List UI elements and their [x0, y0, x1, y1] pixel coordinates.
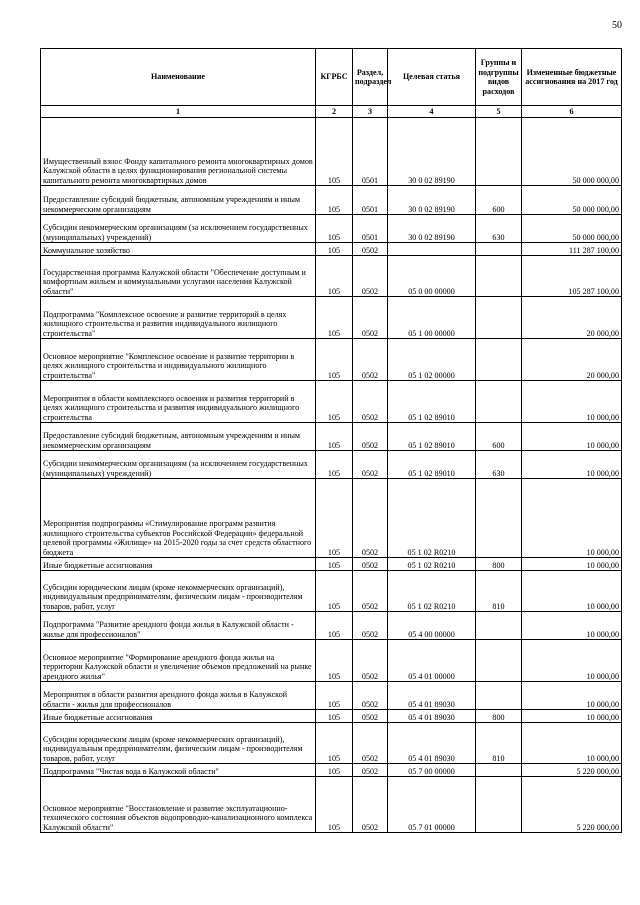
row-section: 0502 — [353, 571, 388, 612]
row-section: 0502 — [353, 423, 388, 451]
row-section: 0501 — [353, 118, 388, 186]
column-header-amount: Измененные бюджетные ассигнования на 2017 год — [522, 49, 622, 106]
row-target: 05 4 01 89030 — [388, 710, 476, 723]
row-name: Подпрограмма "Комплексное освоение и развитие территорий в целях жилищного строительства и развития индивидуального жилищного строительства" — [41, 297, 316, 339]
row-target: 05 1 02 R0210 — [388, 558, 476, 571]
row-target: 05 1 02 89010 — [388, 381, 476, 423]
row-target: 05 1 02 89010 — [388, 451, 476, 479]
row-kgrbs: 105 — [316, 723, 353, 764]
row-section: 0502 — [353, 558, 388, 571]
row-group: 800 — [476, 558, 522, 571]
row-target: 05 4 01 00000 — [388, 640, 476, 682]
row-group — [476, 640, 522, 682]
row-amount: 10 000,00 — [522, 640, 622, 682]
row-group — [476, 682, 522, 710]
table-row — [41, 339, 622, 381]
row-name: Субсидии юридическим лицам (кроме некоммерческих организаций), индивидуальным предпринимателям, физическим лицам - производителям товаров, работ, услуг — [41, 571, 316, 612]
column-header-name: Наименование — [41, 49, 316, 106]
table-row — [41, 558, 622, 571]
table-row — [41, 479, 622, 558]
row-amount: 10 000,00 — [522, 423, 622, 451]
table-row — [41, 297, 622, 339]
row-amount: 10 000,00 — [522, 558, 622, 571]
row-group — [476, 256, 522, 297]
row-group — [476, 118, 522, 186]
row-section: 0502 — [353, 764, 388, 777]
row-kgrbs: 105 — [316, 423, 353, 451]
row-target: 05 4 01 89030 — [388, 723, 476, 764]
column-number: 5 — [476, 106, 522, 118]
row-kgrbs: 105 — [316, 558, 353, 571]
row-name: Предоставление субсидий бюджетным, автономным учреждениям и иным некоммерческим организациям — [41, 423, 316, 451]
row-group: 800 — [476, 710, 522, 723]
row-target: 05 4 00 00000 — [388, 612, 476, 640]
row-target: 05 1 02 R0210 — [388, 571, 476, 612]
row-group: 630 — [476, 451, 522, 479]
row-name: Подпрограмма "Развитие арендного фонда жилья в Калужской области - жилье для профессионалов" — [41, 612, 316, 640]
row-name: Предоставление субсидий бюджетным, автономным учреждениям и иным некоммерческим организациям — [41, 186, 316, 215]
row-section: 0502 — [353, 243, 388, 256]
row-amount: 50 000 000,00 — [522, 118, 622, 186]
row-group: 810 — [476, 723, 522, 764]
row-group — [476, 612, 522, 640]
row-amount: 50 000 000,00 — [522, 186, 622, 215]
row-group — [476, 479, 522, 558]
column-number: 1 — [41, 106, 316, 118]
row-kgrbs: 105 — [316, 256, 353, 297]
row-kgrbs: 105 — [316, 297, 353, 339]
row-kgrbs: 105 — [316, 215, 353, 243]
row-kgrbs: 105 — [316, 764, 353, 777]
row-kgrbs: 105 — [316, 710, 353, 723]
table-row — [41, 710, 622, 723]
row-amount: 10 000,00 — [522, 612, 622, 640]
row-amount: 50 000 000,00 — [522, 215, 622, 243]
row-section: 0502 — [353, 723, 388, 764]
row-target: 05 7 00 00000 — [388, 764, 476, 777]
column-header-target: Целевая статья — [388, 49, 476, 106]
row-group — [476, 381, 522, 423]
row-name: Основное мероприятие "Комплексное освоение и развитие территории в целях жилищного строительства и индивидуального жилищного строительства" — [41, 339, 316, 381]
row-kgrbs: 105 — [316, 118, 353, 186]
column-header-group: Группы и подгруппы видов расходов — [476, 49, 522, 106]
row-amount: 10 000,00 — [522, 710, 622, 723]
row-target: 30 0 02 89190 — [388, 186, 476, 215]
table-row — [41, 764, 622, 777]
row-amount: 10 000,00 — [522, 451, 622, 479]
row-name: Иные бюджетные ассигнования — [41, 558, 316, 571]
row-kgrbs: 105 — [316, 612, 353, 640]
budget-table — [40, 48, 622, 833]
row-target: 05 1 02 00000 — [388, 339, 476, 381]
row-amount: 105 287 100,00 — [522, 256, 622, 297]
row-section: 0502 — [353, 451, 388, 479]
row-name: Мероприятия в области комплексного освоения и развития территорий в целях жилищного строительства и развития индивидуального жилищного строительства — [41, 381, 316, 423]
column-number: 6 — [522, 106, 622, 118]
row-section: 0502 — [353, 612, 388, 640]
row-target: 30 0 02 89190 — [388, 118, 476, 186]
row-kgrbs: 105 — [316, 777, 353, 833]
table-row — [41, 256, 622, 297]
row-section: 0501 — [353, 186, 388, 215]
row-group: 630 — [476, 215, 522, 243]
row-target: 05 4 01 89030 — [388, 682, 476, 710]
row-amount: 10 000,00 — [522, 571, 622, 612]
row-section: 0502 — [353, 710, 388, 723]
row-kgrbs: 105 — [316, 451, 353, 479]
row-kgrbs: 105 — [316, 243, 353, 256]
row-amount: 5 220 000,00 — [522, 764, 622, 777]
row-name: Субсидии некоммерческим организациям (за исключением государственных (муниципальных) учреждений) — [41, 451, 316, 479]
row-name: Основное мероприятие "Восстановление и развитие эксплуатационно-технического состояния объектов водопроводно-канализационного комплекса Калужской области" — [41, 777, 316, 833]
row-target: 30 0 02 89190 — [388, 215, 476, 243]
row-name: Иные бюджетные ассигнования — [41, 710, 316, 723]
column-header-kgrbs: КГРБС — [316, 49, 353, 106]
row-group — [476, 339, 522, 381]
row-amount: 10 000,00 — [522, 723, 622, 764]
row-section: 0502 — [353, 479, 388, 558]
row-target: 05 1 02 89010 — [388, 423, 476, 451]
row-kgrbs: 105 — [316, 571, 353, 612]
column-header-section: Раздел, подраздел — [353, 49, 388, 106]
row-kgrbs: 105 — [316, 186, 353, 215]
row-section: 0501 — [353, 215, 388, 243]
row-section: 0502 — [353, 381, 388, 423]
row-section: 0502 — [353, 339, 388, 381]
row-target: 05 7 01 00000 — [388, 777, 476, 833]
table-row — [41, 381, 622, 423]
table-row — [41, 451, 622, 479]
row-amount: 20 000,00 — [522, 339, 622, 381]
row-name: Государственная программа Калужской области "Обеспечение доступным и комфортным жильем и коммунальными услугами населения Калужской области" — [41, 256, 316, 297]
row-group: 810 — [476, 571, 522, 612]
row-name: Основное мероприятие "Формирование арендного фонда жилья на территории Калужской области и увеличение объемов предложений на рынке арендного жилья" — [41, 640, 316, 682]
row-group — [476, 764, 522, 777]
row-amount: 20 000,00 — [522, 297, 622, 339]
row-amount: 5 220 000,00 — [522, 777, 622, 833]
row-target — [388, 243, 476, 256]
row-name: Субсидии юридическим лицам (кроме некоммерческих организаций), индивидуальным предпринимателям, физическим лицам - производителям товаров, работ, услуг — [41, 723, 316, 764]
row-kgrbs: 105 — [316, 339, 353, 381]
row-kgrbs: 105 — [316, 479, 353, 558]
column-number: 4 — [388, 106, 476, 118]
table-row — [41, 215, 622, 243]
row-amount: 10 000,00 — [522, 682, 622, 710]
row-section: 0502 — [353, 777, 388, 833]
row-target: 05 1 02 R0210 — [388, 479, 476, 558]
column-number: 3 — [353, 106, 388, 118]
table-row — [41, 118, 622, 186]
row-section: 0502 — [353, 297, 388, 339]
row-name: Субсидии некоммерческим организациям (за исключением государственных (муниципальных) учреждений) — [41, 215, 316, 243]
row-group — [476, 777, 522, 833]
row-name: Мероприятия в области развития арендного фонда жилья в Калужской области - жилья для профессионалов — [41, 682, 316, 710]
row-name: Имущественный взнос Фонду капитального ремонта многоквартирных домов Калужской области в целях функционирования региональной системы капитального ремонта многоквартирных домов — [41, 118, 316, 186]
table-row — [41, 243, 622, 256]
row-amount: 10 000,00 — [522, 381, 622, 423]
table-row — [41, 571, 622, 612]
page-number: 50 — [612, 20, 622, 31]
row-kgrbs: 105 — [316, 682, 353, 710]
table-header-row — [41, 49, 622, 106]
row-kgrbs: 105 — [316, 381, 353, 423]
row-group — [476, 297, 522, 339]
column-number-row — [41, 106, 622, 118]
table-row — [41, 777, 622, 833]
row-name: Коммунальное хозяйство — [41, 243, 316, 256]
row-name: Подпрограмма "Чистая вода в Калужской области" — [41, 764, 316, 777]
row-group: 600 — [476, 423, 522, 451]
row-name: Мероприятия подпрограммы «Стимулирование программ развития жилищного строительства субъектов Российской Федерации» федеральной целевой программы «Жилище» на 2015-2020 годы за счет средств областного бюджета — [41, 479, 316, 558]
row-target: 05 1 00 00000 — [388, 297, 476, 339]
row-group — [476, 243, 522, 256]
table-row — [41, 723, 622, 764]
row-group: 600 — [476, 186, 522, 215]
table-row — [41, 682, 622, 710]
table-row — [41, 186, 622, 215]
row-target: 05 0 00 00000 — [388, 256, 476, 297]
column-number: 2 — [316, 106, 353, 118]
row-amount: 10 000,00 — [522, 479, 622, 558]
table-row — [41, 640, 622, 682]
row-amount: 111 287 100,00 — [522, 243, 622, 256]
row-section: 0502 — [353, 256, 388, 297]
row-section: 0502 — [353, 640, 388, 682]
row-kgrbs: 105 — [316, 640, 353, 682]
table-row — [41, 612, 622, 640]
table-row — [41, 423, 622, 451]
row-section: 0502 — [353, 682, 388, 710]
